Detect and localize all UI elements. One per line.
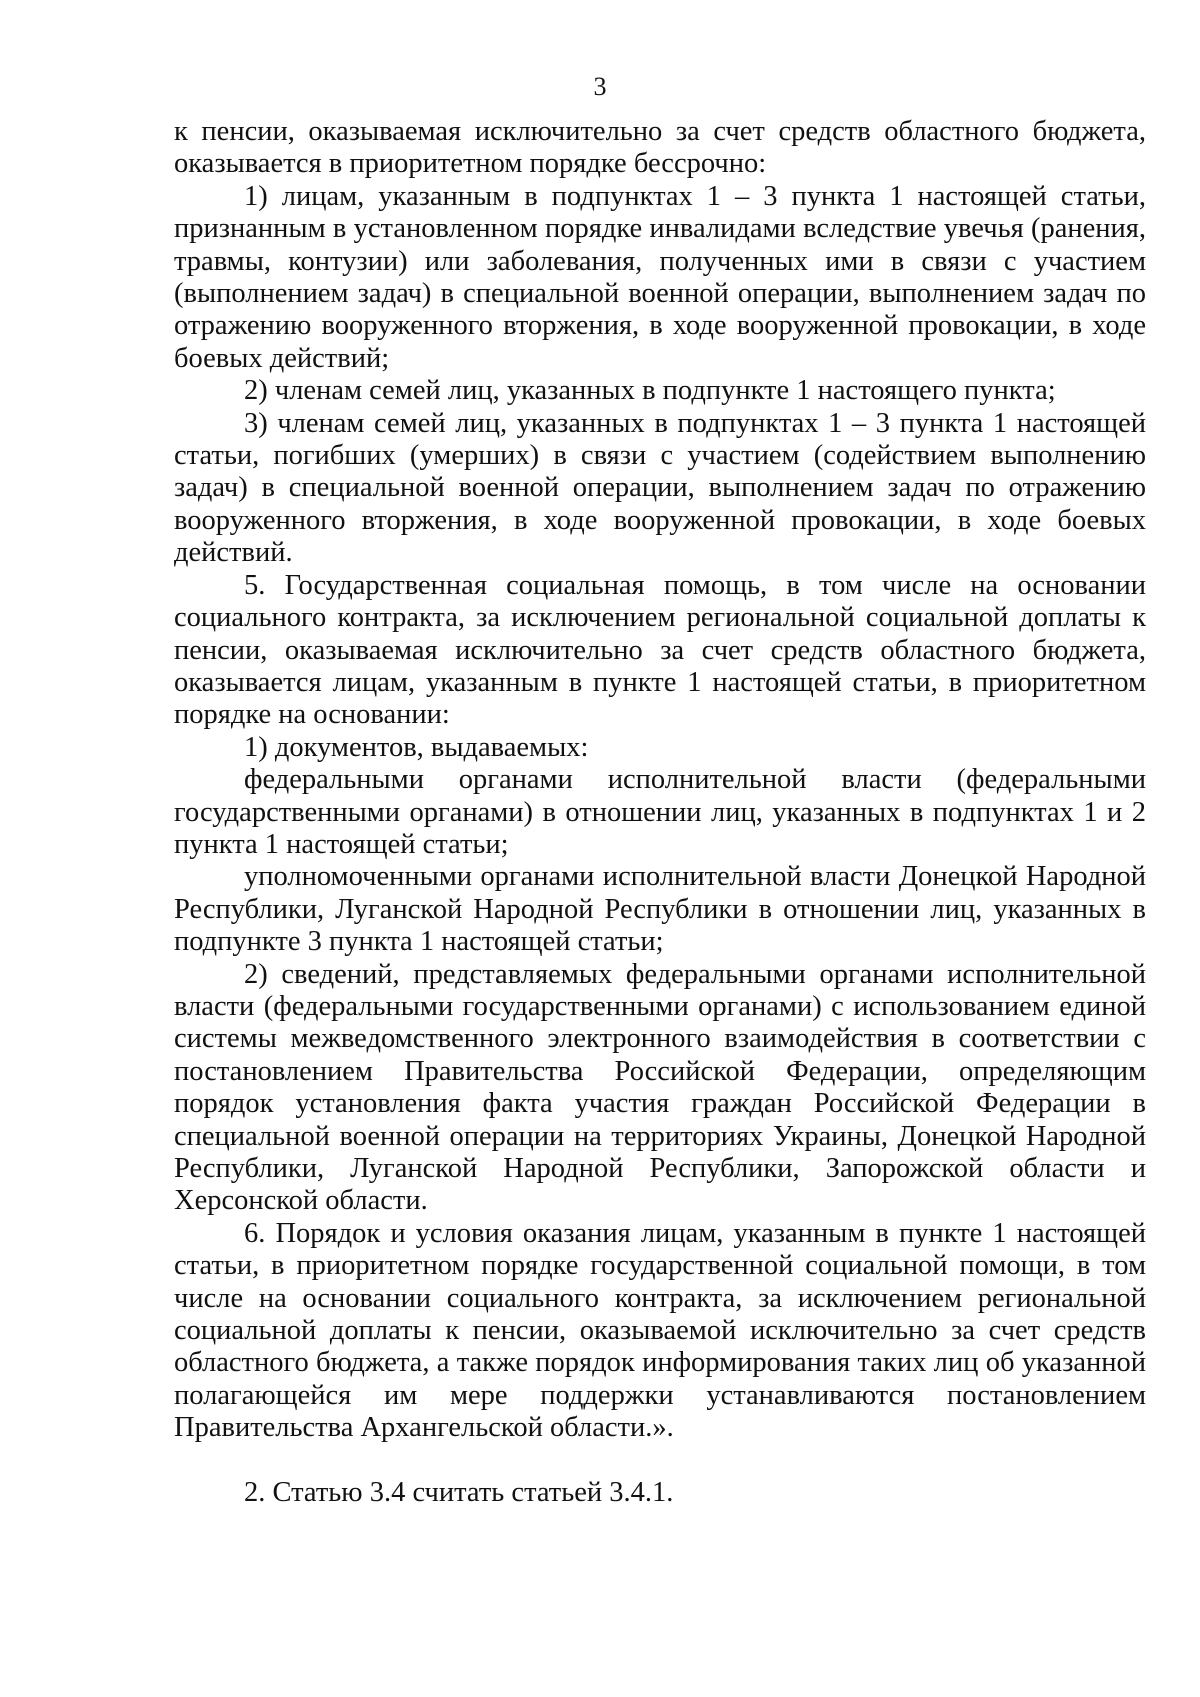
paragraph-point-5: 5. Государственная социальная помощь, в том числе на основании социального контракта, за исключением региональной социальной доплаты к пенсии, оказываемая исключительно за счет средств областного бюджета, оказывается лицам, указанным в пункте 1 настоящей статьи, в приоритетном порядке на основании: bbox=[174, 569, 1146, 731]
paragraph-federal-bodies: федеральными органами исполнительной власти (федеральными государственными органами) в отношении лиц, указанных в подпунктах 1 и 2 пункта 1 настоящей статьи; bbox=[174, 764, 1146, 860]
paragraph-authorized-bodies: уполномоченными органами исполнительной власти Донецкой Народной Республики, Луганской Народной Республики в отношении лиц, указанных в подпункте 3 пункта 1 настоящей статьи; bbox=[174, 861, 1146, 958]
document-body bbox=[174, 116, 1146, 1509]
paragraph-documents: 1) документов, выдаваемых: bbox=[244, 731, 589, 763]
paragraph-item-2: 2) членам семей лиц, указанных в подпункте 1 настоящего пункта; bbox=[244, 375, 1056, 407]
paragraph-item-3: 3) членам семей лиц, указанных в подпунктах 1 – 3 пункта 1 настоящей статьи, погибших (умерших) в связи с участием (содействием выполнению задач) в специальной военной операции, выполнением задач по отражению вооруженного вторжения, в ходе вооруженной провокации, в ходе боевых действий. bbox=[174, 407, 1146, 569]
paragraph-continuation: к пенсии, оказываемая исключительно за счет средств областного бюджета, оказывается в приоритетном порядке бессрочно: bbox=[174, 116, 1146, 180]
paragraph-point-6: 6. Порядок и условия оказания лицам, указанным в пункте 1 настоящей статьи, в приоритетном порядке государственной социальной помощи, в том числе на основании социального контракта, за исключением региональной социальной доплаты к пенсии, оказываемой исключительно за счет средств областного бюджета, а также порядок информирования таких лиц об указанной полагающейся им мере поддержки устанавливаются постановлением Правительства Архангельской области.». bbox=[174, 1217, 1146, 1444]
paragraph-information: 2) сведений, представляемых федеральными органами исполнительной власти (федеральными государственными органами) с использованием единой системы межведомственного электронного взаимодействия в соответствии с постановлением Правительства Российской Федерации, определяющим порядок установления факта участия граждан Российской Федерации в специальной военной операции на территориях Украины, Донецкой Народной Республики, Луганской Народной Республики, Запорожской области и Херсонской области. bbox=[174, 958, 1146, 1217]
paragraph-item-1: 1) лицам, указанным в подпунктах 1 – 3 пункта 1 настоящей статьи, признанным в установленном порядке инвалидами вследствие увечья (ранения, травмы, контузии) или заболевания, полученных ими в связи с участием (выполнением задач) в специальной военной операции, выполнением задач по отражению вооруженного вторжения, в ходе вооруженной провокации, в ходе боевых действий; bbox=[174, 180, 1146, 374]
page-number: 3 bbox=[593, 72, 607, 101]
paragraph-article-renumber: 2. Статью 3.4 считать статьей 3.4.1. bbox=[244, 1476, 674, 1508]
